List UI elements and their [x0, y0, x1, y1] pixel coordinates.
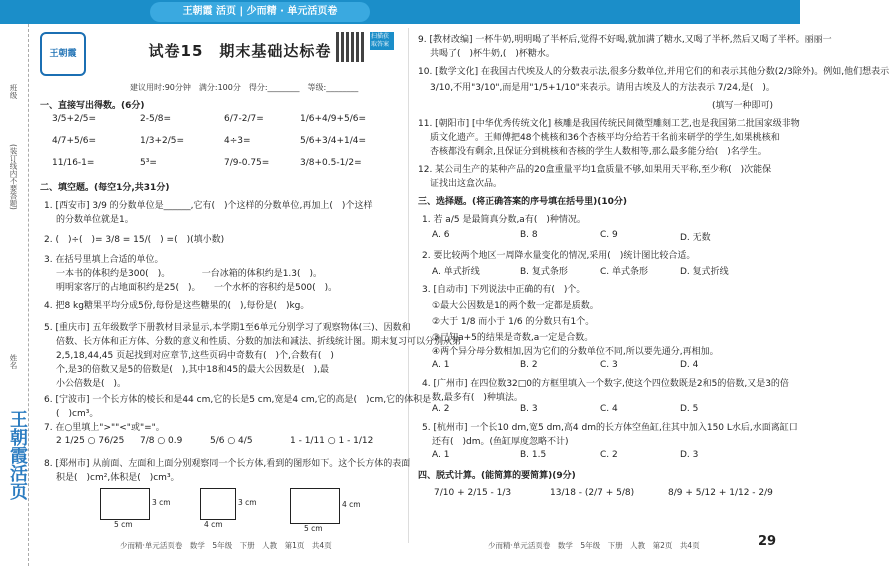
expression: 7/10 + 2/15 - 1/3 — [434, 488, 512, 498]
choice-q5-cont: 还有( )dm。(鱼缸厚度忽略不计) — [432, 437, 569, 447]
question-3: 3. 在括号里填上合适的单位。 — [44, 255, 164, 265]
top-view-rect — [290, 488, 340, 524]
choice-q5: 5. [杭州市] 一个长10 dm,宽5 dm,高4 dm的长方体空鱼缸,往其中加入150 L水后,水面离缸口 — [422, 423, 798, 433]
option: A. 2 — [432, 404, 450, 414]
front-view-rect — [100, 488, 150, 520]
option: D. 3 — [680, 450, 699, 460]
option: B. 复式条形 — [520, 267, 568, 277]
choice-q3: 3. [自动市] 下列说法中正确的有( )个。 — [422, 285, 586, 295]
option: C. 单式条形 — [600, 267, 649, 277]
option: D. 复式折线 — [680, 267, 729, 277]
publisher-logo: 王朝霞 — [40, 32, 86, 76]
question-9: 9. [教材改编] 一杯牛奶,明明喝了半杯后,觉得不好喝,就加满了糖水,又喝了半杯,然后又喝了半杯。丽丽一 — [418, 35, 832, 45]
expression: 8/9 + 5/12 + 1/12 - 2/9 — [668, 488, 773, 498]
dim-label: 5 cm — [114, 520, 133, 529]
calc-cell: 4/7+5/6= — [52, 136, 97, 146]
option: C. 2 — [600, 450, 618, 460]
option: B. 1.5 — [520, 450, 547, 460]
question-5-cont: 个,是3的倍数又是5的倍数是( ),其中18和45的最大公因数是( ),最 — [56, 365, 329, 375]
page-number: 29 — [758, 534, 777, 549]
compare-item: 2 1/25 ○ 76/25 — [56, 436, 125, 446]
option: C. 4 — [600, 404, 618, 414]
statement: ①最大公因数是1的两个数一定都是质数。 — [432, 301, 599, 311]
option: A. 1 — [432, 450, 450, 460]
option: B. 8 — [520, 230, 538, 240]
question-6-cont: ( )cm³。 — [56, 409, 99, 419]
option: D. 无数 — [680, 233, 711, 243]
side-view-rect — [200, 488, 236, 520]
option: D. 4 — [680, 360, 699, 370]
dim-label: 3 cm — [238, 498, 257, 507]
dim-label: 4 cm — [342, 500, 361, 509]
brand-band: 王朝霞 活页 | 少而精 · 单元活页卷 — [150, 2, 370, 22]
calc-cell: 5/6+3/4+1/4= — [300, 136, 367, 146]
calc-cell: 2-5/8= — [140, 114, 171, 124]
question-12: 12. 某公司生产的某种产品的20盒重量平均1盒质量不够,如果用天平称,至少称( )次能保 — [418, 165, 772, 175]
question-5: 5. [重庆市] 五年级数学下册教材目录显示,本学期1至6单元分别学习了观察物体(三)、因数和 — [44, 323, 411, 333]
question-6: 6. [宁波市] 一个长方体的棱长和是44 cm,它的长是5 cm,宽是4 cm,它的高是( )cm,它的体积是 — [44, 395, 432, 405]
qr-code-icon[interactable] — [336, 32, 366, 62]
question-3a: 一本书的体积约是300( )。 一台冰箱的体积约是1.3( )。 — [56, 269, 323, 279]
option: D. 5 — [680, 404, 699, 414]
question-11-cont: 杏核都没有剩余,且保证分到桃核和杏核的学生人数相等,那么最多能分给( )名学生。 — [430, 147, 767, 157]
name-label: 姓名 — [9, 354, 18, 369]
compare-item: 7/8 ○ 0.9 — [140, 436, 183, 446]
section-2-heading: 二、填空题。(每空1分,共31分) — [40, 183, 170, 193]
calc-cell: 1/6+4/9+5/6= — [300, 114, 367, 124]
qr-caption: 扫描获取答案 — [370, 32, 394, 50]
calc-cell: 5³= — [140, 158, 157, 168]
section-1-heading: 一、直接写出得数。(6分) — [40, 101, 145, 111]
dim-label: 5 cm — [304, 524, 323, 533]
calc-cell: 3/5+2/5= — [52, 114, 97, 124]
calc-cell: 4÷3= — [224, 136, 251, 146]
question-5-cont: 2,5,18,44,45 页起找到对应章节,这些页码中奇数有( )个,合数有( ) — [56, 351, 334, 361]
option: C. 3 — [600, 360, 618, 370]
expression: 13/18 - (2/7 + 5/8) — [550, 488, 635, 498]
question-5-cont: 倍数、长方体和正方体、分数的意义和性质、分数的加法和减法、折线统计图。期末复习可以分别从第 — [56, 337, 462, 347]
question-10-note: (填写一种即可) — [712, 101, 774, 111]
question-4: 4. 把8 kg糖果平均分成5份,每份是这些糖果的( ),每份是( )kg。 — [44, 301, 310, 311]
option: A. 1 — [432, 360, 450, 370]
statement: ②大于 1/8 而小于 1/6 的分数只有1个。 — [432, 317, 595, 327]
choice-q2: 2. 要比较两个地区一周降水量变化的情况,采用( )统计图比较合适。 — [422, 251, 696, 261]
question-2: 2. ( )÷( )= 3/8 = 15/( ) =( )(填小数) — [44, 235, 225, 245]
statement: ③已知a+5的结果是奇数,a一定是合数。 — [432, 333, 594, 343]
footer-left: 少而精·单元活页卷 数学 5年级 下册 人教 第1页 共4页 — [120, 541, 332, 550]
question-9-cont: 共喝了( )杯牛奶,( )杯糖水。 — [430, 49, 555, 59]
question-10-cont: 3/10,不用"3/10",而是用"1/5+1/10"来表示。请用古埃及人的方法表示 7/24,是( )。 — [430, 83, 775, 93]
question-5-cont: 小公倍数是( )。 — [56, 379, 127, 389]
compare-item: 5/6 ○ 4/5 — [210, 436, 253, 446]
option: A. 单式折线 — [432, 267, 480, 277]
calc-cell: 6/7-2/7= — [224, 114, 264, 124]
question-8-cont: 积是( )cm²,体积是( )cm³。 — [56, 473, 180, 483]
question-12-cont: 证找出这盒次品。 — [430, 179, 503, 189]
dim-label: 4 cm — [204, 520, 223, 529]
option: B. 3 — [520, 404, 538, 414]
statement: ④两个异分母分数相加,因为它们的分数单位不同,所以要先通分,再相加。 — [432, 347, 719, 357]
calc-cell: 3/8+0.5-1/2= — [300, 158, 362, 168]
question-11-cont: 质文化遗产。王师傅把48个桃核和36个杏核平均分给若干名前来研学的学生,如果桃核和 — [430, 133, 780, 143]
calc-cell: 7/9-0.75= — [224, 158, 270, 168]
question-10: 10. [数学文化] 在我国古代埃及人的分数表示法,很多分数单位,并用它们的和表示其他分数(2/3除外)。例如,他们想表示 — [418, 67, 889, 77]
option: C. 9 — [600, 230, 618, 240]
choice-q4-cont: 数,最多有( )种填法。 — [432, 393, 523, 403]
section-4-heading: 四、脱式计算。(能简算的要简算)(9分) — [418, 471, 576, 481]
dim-label: 3 cm — [152, 498, 171, 507]
top-banner — [0, 0, 800, 24]
page-title: 试卷15 期末基础达标卷 — [148, 42, 332, 60]
vertical-brand-logo: 王朝霞活页 — [7, 410, 28, 500]
section-3-heading: 三、选择题。(将正确答案的序号填在括号里)(10分) — [418, 197, 627, 207]
question-1-cont: 的分数单位就是1。 — [56, 215, 134, 225]
margin-note: (装订线内不要答题) — [9, 144, 18, 210]
choice-q4: 4. [广州市] 在四位数32□0的方框里填入一个数字,使这个四位数既是2和5的倍数,又是3的倍 — [422, 379, 789, 389]
footer-right: 少而精·单元活页卷 数学 5年级 下册 人教 第2页 共4页 — [488, 541, 700, 550]
calc-cell: 11/16-1= — [52, 158, 95, 168]
calc-cell: 1/3+2/5= — [140, 136, 185, 146]
question-11: 11. [朝阳市] [中华优秀传统文化] 核雕是我国传统民间微型雕刻工艺,也是我国第二批国家级非物 — [418, 119, 800, 129]
question-1: 1. [西安市] 3/9 的分数单位是______,它有( )个这样的分数单位,再加上( )个这样 — [44, 201, 373, 211]
question-8: 8. [郑州市] 从前面、左面和上面分别观察同一个长方体,看到的图形如下。这个长方体的表面 — [44, 459, 411, 469]
question-7: 7. 在○里填上">""<"或"="。 — [44, 423, 165, 433]
exam-meta: 建议用时:90分钟 满分:100分 得分:________ 等级:________ — [130, 83, 359, 92]
compare-item: 1 - 1/11 ○ 1 - 1/12 — [290, 436, 374, 446]
choice-q1: 1. 若 a/5 是最简真分数,a有( )种情况。 — [422, 215, 586, 225]
class-label: 班级 — [9, 84, 18, 99]
question-3b: 明明家客厅的占地面积约是25( )。 一个水杯的容积约是500( )。 — [56, 283, 338, 293]
option: B. 2 — [520, 360, 538, 370]
option: A. 6 — [432, 230, 450, 240]
